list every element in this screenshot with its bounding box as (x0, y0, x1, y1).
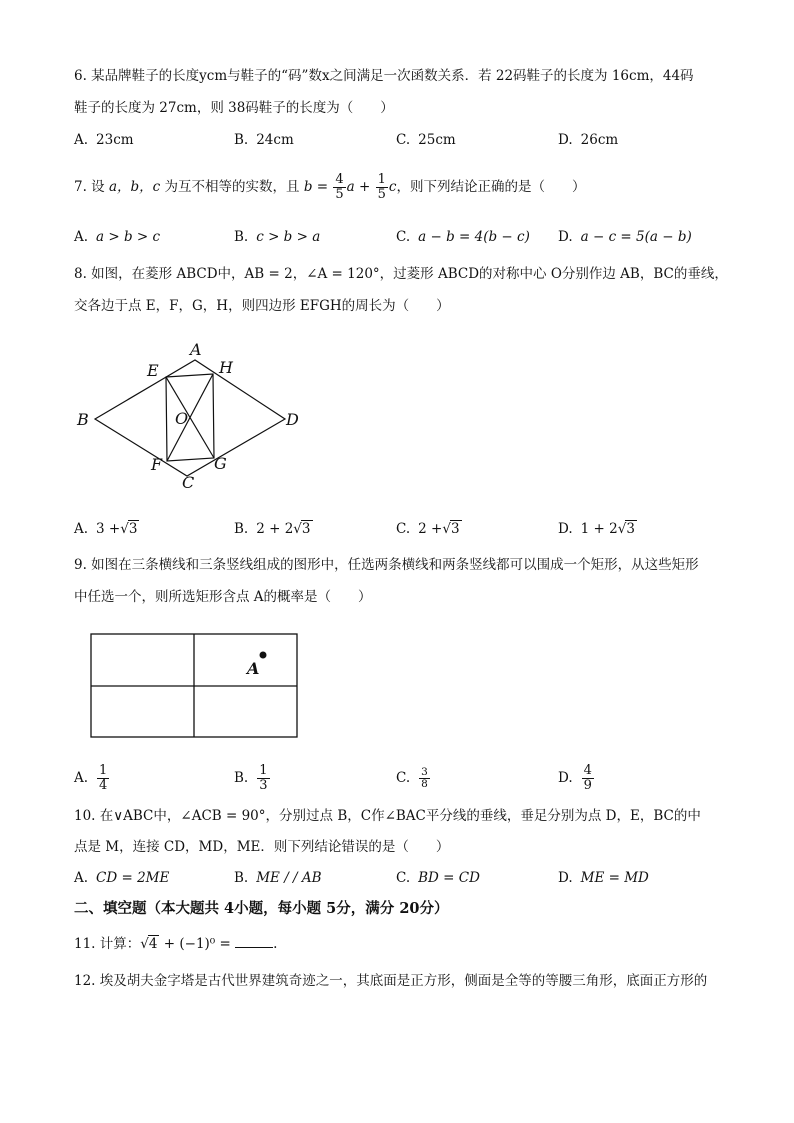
option-label: C. (396, 521, 411, 537)
option-text: ME / / AB (256, 870, 322, 886)
point-a-dot (260, 652, 267, 659)
label-o: O (175, 409, 189, 428)
q6-option-c[interactable] (396, 130, 456, 150)
option-label: D. (558, 132, 573, 148)
q10-line2: 点是 M，连接 CD，MD，ME．则下列结论错误的是（ ） (74, 839, 450, 855)
option-label: D. (558, 229, 573, 245)
q11-stem (74, 933, 277, 954)
label-b: B (77, 410, 89, 429)
option-text: 24cm (256, 132, 294, 148)
q7-mid: 为互不相等的实数，且 (164, 179, 300, 195)
option-fraction (419, 767, 430, 790)
option-fraction (582, 764, 594, 793)
q7-eq-lhs: b = (303, 179, 329, 195)
numerator: 1 (99, 763, 108, 778)
option-label: B. (234, 132, 249, 148)
numerator: 3 (421, 766, 428, 778)
answer-blank[interactable] (235, 933, 273, 948)
q6-option-a[interactable] (74, 130, 134, 150)
option-label: A. (74, 132, 89, 148)
q7-stem (74, 172, 585, 202)
sqrt-sign: √ (120, 521, 129, 537)
q7-option-c[interactable] (396, 227, 530, 247)
q10-option-c[interactable] (396, 868, 480, 888)
option-label: B. (234, 870, 249, 886)
option-text: a − b = 4(b − c) (418, 229, 530, 245)
option-text: 3 + (96, 521, 121, 537)
q7-option-b[interactable] (234, 227, 320, 247)
sqrt-sign: √ (617, 521, 627, 537)
option-text: 25cm (418, 132, 456, 148)
q10-option-b[interactable] (234, 868, 322, 888)
label-h: H (219, 358, 233, 377)
label-c: C (182, 473, 195, 492)
numerator: 4 (335, 172, 344, 187)
option-label: A. (74, 870, 89, 886)
q8-line2: 交各边于点 E，F，G，H，则四边形 EFGH的周长为（ ） (74, 298, 450, 314)
q8-line1: 8. 如图，在菱形 ABCD中，AB = 2，∠A = 120°，过菱形 ABCD的对称中心 O分别作边 AB，BC的垂线， (74, 266, 728, 282)
option-label: D. (558, 521, 573, 537)
option-fraction (257, 764, 269, 793)
radicand: 3 (450, 521, 460, 537)
q7-prefix: 7. 设 (74, 179, 105, 195)
q10-line1: 10. 在∨ABC中，∠ACB = 90°，分别过点 B，C作∠BAC平分线的垂线，垂足分别为点 D，E，BC的中 (74, 808, 701, 824)
q7-fraction-1 (333, 173, 345, 202)
radicand: 3 (626, 521, 635, 537)
q12-line1: 12. 埃及胡夫金字塔是古代世界建筑奇迹之一，其底面是正方形，侧面是全等的等腰三角形，底面正方形的 (74, 973, 708, 989)
q7-term1: a + (346, 179, 371, 195)
option-text: CD = 2ME (96, 870, 170, 886)
sqrt-sign: √ (293, 521, 302, 537)
radicand: 4 (148, 936, 158, 952)
denominator: 9 (583, 778, 592, 793)
denominator: 3 (259, 778, 268, 793)
q6-line1: 6. 某品牌鞋子的长度ycm与鞋子的“码”数x之间满足一次函数关系．若 22码鞋子的长度为 16cm，44码 (74, 68, 694, 84)
option-label: C. (396, 770, 411, 786)
q7-vars: a，b，c (108, 179, 161, 195)
q8-option-d[interactable] (558, 519, 637, 539)
option-label: B. (234, 770, 249, 786)
q9-option-d[interactable] (558, 760, 595, 796)
q10-option-d[interactable] (558, 868, 649, 888)
label-a: A (190, 340, 202, 359)
q7-option-d[interactable] (558, 227, 692, 247)
option-text: c > b > a (256, 229, 321, 245)
q7-fraction-2 (376, 173, 388, 202)
q8-option-a[interactable] (74, 519, 139, 539)
point-a-label: A (247, 659, 260, 678)
rhombus-figure (70, 336, 310, 496)
q6-option-b[interactable] (234, 130, 294, 150)
option-text: 2 + 2 (256, 521, 294, 537)
option-label: B. (234, 229, 249, 245)
q11-prefix: 11. 计算： (74, 936, 141, 952)
denominator: 4 (99, 778, 108, 793)
option-text: 1 + 2 (580, 521, 618, 537)
option-text: a > b > c (96, 229, 161, 245)
option-text: BD = CD (418, 870, 480, 886)
option-label: A. (74, 521, 89, 537)
label-e: E (147, 361, 159, 380)
numerator: 1 (259, 763, 268, 778)
option-text: a − c = 5(a − b) (580, 229, 692, 245)
option-label: C. (396, 870, 411, 886)
label-g: G (214, 454, 227, 473)
denominator: 8 (421, 778, 428, 790)
option-text: 26cm (580, 132, 619, 148)
option-label: D. (558, 870, 573, 886)
radicand: 3 (301, 521, 311, 537)
grid-figure (88, 630, 302, 742)
option-fraction (97, 764, 109, 793)
option-text: 23cm (96, 132, 134, 148)
q8-option-c[interactable] (396, 519, 462, 539)
q9-option-b[interactable] (234, 760, 271, 796)
option-label: C. (396, 132, 411, 148)
q11-rest: + (−1)⁰ = (163, 936, 231, 952)
option-label: D. (558, 770, 573, 786)
q10-option-a[interactable] (74, 868, 169, 888)
label-f: F (151, 455, 163, 474)
radicand: 3 (128, 521, 138, 537)
denominator: 5 (335, 187, 344, 202)
q6-line2: 鞋子的长度为 27cm，则 38码鞋子的长度为（ ） (74, 100, 394, 116)
q9-option-c[interactable] (396, 760, 431, 796)
numerator: 4 (583, 763, 592, 778)
option-label: B. (234, 521, 249, 537)
q9-line1: 9. 如图在三条横线和三条竖线组成的图形中，任选两条横线和两条竖线都可以围成一个矩形，从这些矩形 (74, 557, 699, 573)
denominator: 5 (377, 187, 386, 202)
sqrt-sign: √ (140, 936, 149, 952)
q6-option-d[interactable] (558, 130, 618, 150)
option-text: 2 + (418, 521, 443, 537)
sqrt-sign: √ (442, 521, 451, 537)
option-label: A. (74, 229, 89, 245)
q7-option-a[interactable] (74, 227, 160, 247)
option-text: ME = MD (580, 870, 649, 886)
numerator: 1 (377, 172, 386, 187)
q8-option-b[interactable] (234, 519, 313, 539)
q7-term2: c (388, 179, 397, 195)
section-2-heading: 二、填空题（本大题共 4小题，每小题 5分，满分 20分） (74, 900, 449, 917)
q7-suffix: ，则下列结论正确的是（ ） (396, 179, 586, 195)
option-label: A. (74, 770, 89, 786)
diagonal-hf (167, 374, 213, 461)
q9-option-a[interactable] (74, 760, 110, 796)
label-d: D (286, 410, 299, 429)
q9-line2: 中任选一个，则所选矩形含点 A的概率是（ ） (74, 589, 372, 605)
option-label: C. (396, 229, 411, 245)
q11-end: . (273, 936, 278, 952)
